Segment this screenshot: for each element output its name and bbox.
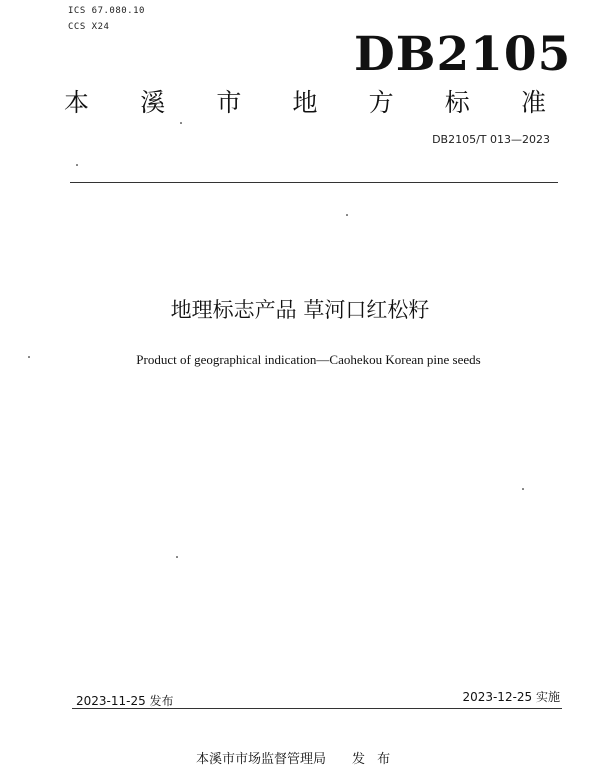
standard-title-char: 准	[520, 88, 546, 117]
publisher-action: 发 布	[352, 752, 395, 767]
document-title-cn: 地理标志产品 草河口红松籽	[170, 298, 430, 322]
top-divider	[70, 182, 558, 183]
scan-speck	[28, 356, 30, 358]
ics-code: ICS 67.080.10	[68, 6, 145, 16]
publisher-line	[196, 748, 394, 767]
scan-speck	[76, 164, 78, 166]
standard-title-char: 市	[216, 88, 242, 117]
db-code: DB2105	[354, 27, 572, 82]
document-title-en: Product of geographical indication—Caohekou Korean pine seeds	[136, 352, 481, 367]
implementation-date: 2023-12-25 实施	[462, 690, 560, 704]
scan-speck	[176, 556, 178, 558]
standard-title-char: 溪	[140, 88, 166, 117]
publisher-name: 本溪市市场监督管理局	[196, 752, 327, 767]
bottom-divider	[72, 708, 562, 709]
standard-title-char: 方	[368, 88, 394, 117]
scan-speck	[180, 122, 182, 124]
standard-title-char: 本	[64, 88, 90, 117]
ccs-code: CCS X24	[68, 22, 110, 32]
standard-title-char: 地	[292, 88, 318, 117]
standard-number: DB2105/T 013—2023	[432, 133, 550, 146]
standard-category-title	[64, 86, 546, 120]
issue-date: 2023-11-25 发布	[76, 694, 174, 708]
scan-speck	[522, 488, 524, 490]
scan-speck	[346, 214, 348, 216]
standard-title-char: 标	[444, 88, 470, 117]
